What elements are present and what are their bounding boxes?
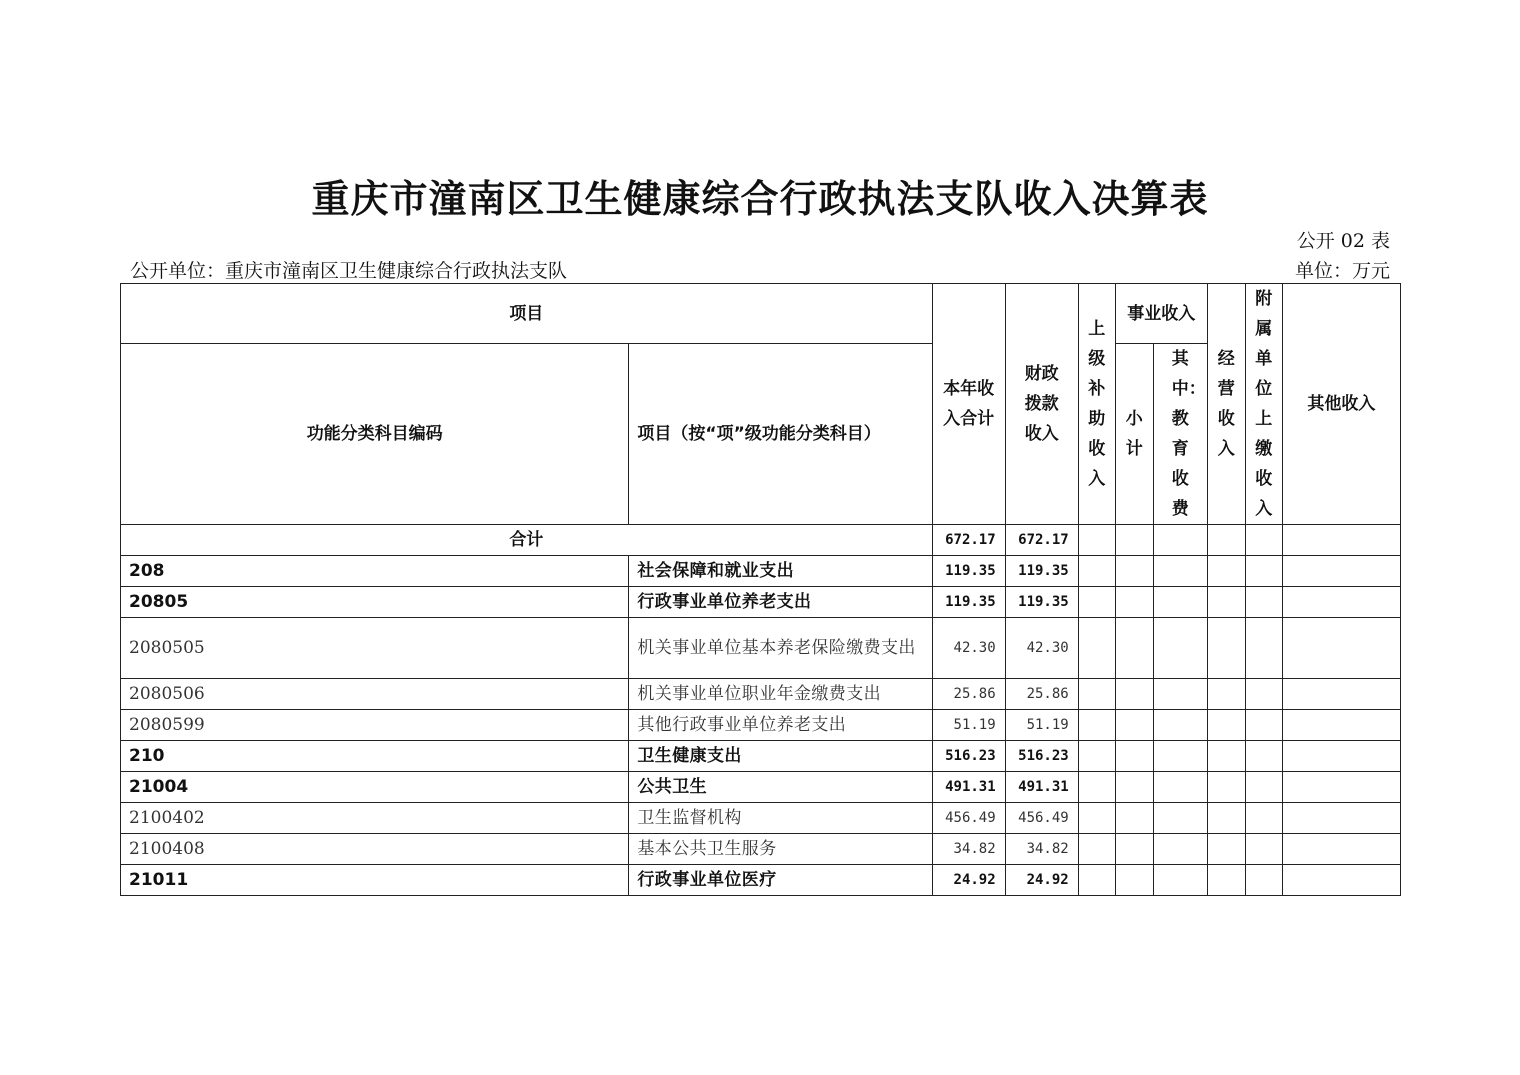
empty-cell bbox=[1078, 834, 1115, 865]
empty-cell bbox=[1282, 803, 1400, 834]
row-code: 2080506 bbox=[121, 679, 629, 710]
total-fiscal-value: 672.17 bbox=[1005, 525, 1078, 556]
header-career: 事业收入 bbox=[1115, 284, 1207, 344]
empty-cell bbox=[1078, 587, 1115, 618]
empty-cell bbox=[1115, 772, 1153, 803]
header-code: 功能分类科目编码 bbox=[121, 344, 629, 525]
empty-cell bbox=[1078, 710, 1115, 741]
row-code: 21011 bbox=[121, 865, 629, 896]
total-row bbox=[121, 525, 1401, 556]
row-code: 2100408 bbox=[121, 834, 629, 865]
header-item: 项目 bbox=[121, 284, 933, 344]
table-row bbox=[121, 556, 1401, 587]
row-name: 行政事业单位养老支出 bbox=[629, 587, 932, 618]
header-superior: 上级补助收入 bbox=[1078, 284, 1115, 525]
row-fiscal: 516.23 bbox=[1005, 741, 1078, 772]
empty-cell bbox=[1115, 803, 1153, 834]
empty-cell bbox=[1078, 803, 1115, 834]
currency-unit: 单位：万元 bbox=[1294, 260, 1390, 282]
empty-cell bbox=[1078, 865, 1115, 896]
row-total-income: 119.35 bbox=[932, 587, 1005, 618]
header-other: 其他收入 bbox=[1282, 284, 1400, 525]
page-title: 重庆市潼南区卫生健康综合行政执法支队收入决算表 bbox=[311, 176, 1209, 221]
header-education: 其中：教育收费 bbox=[1153, 344, 1207, 525]
empty-cell bbox=[1115, 618, 1153, 679]
row-code: 2080505 bbox=[121, 618, 629, 679]
row-code: 208 bbox=[121, 556, 629, 587]
form-number: 公开 02 表 bbox=[1296, 230, 1390, 252]
row-fiscal: 456.49 bbox=[1005, 803, 1078, 834]
table-row bbox=[121, 618, 1401, 679]
empty-cell bbox=[1207, 865, 1245, 896]
table-row bbox=[121, 803, 1401, 834]
row-total-income: 491.31 bbox=[932, 772, 1005, 803]
empty-cell bbox=[1282, 710, 1400, 741]
table-row bbox=[121, 772, 1401, 803]
row-code: 2080599 bbox=[121, 710, 629, 741]
empty-cell bbox=[1282, 587, 1400, 618]
row-fiscal: 119.35 bbox=[1005, 556, 1078, 587]
row-total-income: 24.92 bbox=[932, 865, 1005, 896]
empty-cell bbox=[1282, 556, 1400, 587]
header-name: 项目（按“项”级功能分类科目） bbox=[629, 344, 932, 525]
income-table bbox=[120, 283, 1401, 896]
empty-cell bbox=[1282, 865, 1400, 896]
empty-cell bbox=[1078, 556, 1115, 587]
reporting-unit: 公开单位：重庆市潼南区卫生健康综合行政执法支队 bbox=[130, 260, 568, 282]
empty-cell bbox=[1153, 803, 1207, 834]
empty-cell bbox=[1153, 710, 1207, 741]
row-name: 其他行政事业单位养老支出 bbox=[629, 710, 932, 741]
empty-cell bbox=[1078, 741, 1115, 772]
table-row bbox=[121, 834, 1401, 865]
empty-cell bbox=[1245, 741, 1282, 772]
empty-cell bbox=[1153, 834, 1207, 865]
empty-cell bbox=[1115, 556, 1153, 587]
row-total-income: 34.82 bbox=[932, 834, 1005, 865]
row-name: 机关事业单位职业年金缴费支出 bbox=[629, 679, 932, 710]
empty-cell bbox=[1115, 587, 1153, 618]
empty-cell bbox=[1245, 834, 1282, 865]
empty-cell bbox=[1207, 679, 1245, 710]
table-row bbox=[121, 679, 1401, 710]
row-name: 行政事业单位医疗 bbox=[629, 865, 932, 896]
row-fiscal: 42.30 bbox=[1005, 618, 1078, 679]
empty-cell bbox=[1207, 772, 1245, 803]
table-row bbox=[121, 587, 1401, 618]
row-code: 210 bbox=[121, 741, 629, 772]
header-total-income: 本年收入合计 bbox=[932, 284, 1005, 525]
empty-cell bbox=[1282, 679, 1400, 710]
row-code: 21004 bbox=[121, 772, 629, 803]
empty-cell bbox=[1245, 618, 1282, 679]
header-affiliated: 附属单位上缴收入 bbox=[1245, 284, 1282, 525]
row-total-income: 516.23 bbox=[932, 741, 1005, 772]
row-name: 卫生监督机构 bbox=[629, 803, 932, 834]
row-name: 机关事业单位基本养老保险缴费支出 bbox=[629, 618, 932, 679]
row-code: 20805 bbox=[121, 587, 629, 618]
row-total-income: 456.49 bbox=[932, 803, 1005, 834]
empty-cell bbox=[1153, 556, 1207, 587]
header-subtotal: 小计 bbox=[1115, 344, 1153, 525]
row-name: 卫生健康支出 bbox=[629, 741, 932, 772]
empty-cell bbox=[1207, 587, 1245, 618]
row-code: 2100402 bbox=[121, 803, 629, 834]
empty-cell bbox=[1078, 772, 1115, 803]
header-fiscal: 财政拨款收入 bbox=[1005, 284, 1078, 525]
empty-cell bbox=[1115, 710, 1153, 741]
empty-cell bbox=[1207, 618, 1245, 679]
row-name: 公共卫生 bbox=[629, 772, 932, 803]
total-label: 合计 bbox=[121, 525, 933, 556]
header-business: 经营收入 bbox=[1207, 284, 1245, 525]
row-fiscal: 34.82 bbox=[1005, 834, 1078, 865]
empty-cell bbox=[1153, 865, 1207, 896]
row-fiscal: 51.19 bbox=[1005, 710, 1078, 741]
empty-cell bbox=[1115, 834, 1153, 865]
empty-cell bbox=[1245, 587, 1282, 618]
row-fiscal: 25.86 bbox=[1005, 679, 1078, 710]
empty-cell bbox=[1245, 556, 1282, 587]
empty-cell bbox=[1115, 865, 1153, 896]
row-fiscal: 24.92 bbox=[1005, 865, 1078, 896]
header-row-1 bbox=[121, 284, 1401, 344]
empty-cell bbox=[1115, 679, 1153, 710]
empty-cell bbox=[1245, 803, 1282, 834]
empty-cell bbox=[1153, 679, 1207, 710]
empty-cell bbox=[1245, 679, 1282, 710]
empty-cell bbox=[1115, 741, 1153, 772]
empty-cell bbox=[1153, 587, 1207, 618]
empty-cell bbox=[1245, 772, 1282, 803]
empty-cell bbox=[1282, 834, 1400, 865]
empty-cell bbox=[1207, 556, 1245, 587]
empty-cell bbox=[1207, 741, 1245, 772]
empty-cell bbox=[1207, 834, 1245, 865]
empty-cell bbox=[1153, 618, 1207, 679]
empty-cell bbox=[1245, 865, 1282, 896]
empty-cell bbox=[1153, 772, 1207, 803]
empty-cell bbox=[1282, 618, 1400, 679]
row-fiscal: 119.35 bbox=[1005, 587, 1078, 618]
row-total-income: 25.86 bbox=[932, 679, 1005, 710]
row-name: 社会保障和就业支出 bbox=[629, 556, 932, 587]
row-total-income: 119.35 bbox=[932, 556, 1005, 587]
empty-cell bbox=[1282, 741, 1400, 772]
table-row bbox=[121, 741, 1401, 772]
empty-cell bbox=[1207, 710, 1245, 741]
row-total-income: 42.30 bbox=[932, 618, 1005, 679]
empty-cell bbox=[1078, 618, 1115, 679]
empty-cell bbox=[1078, 679, 1115, 710]
empty-cell bbox=[1282, 772, 1400, 803]
empty-cell bbox=[1153, 741, 1207, 772]
row-fiscal: 491.31 bbox=[1005, 772, 1078, 803]
empty-cell bbox=[1207, 803, 1245, 834]
table-row bbox=[121, 710, 1401, 741]
row-total-income: 51.19 bbox=[932, 710, 1005, 741]
total-income-value: 672.17 bbox=[932, 525, 1005, 556]
table-row bbox=[121, 865, 1401, 896]
row-name: 基本公共卫生服务 bbox=[629, 834, 932, 865]
empty-cell bbox=[1245, 710, 1282, 741]
